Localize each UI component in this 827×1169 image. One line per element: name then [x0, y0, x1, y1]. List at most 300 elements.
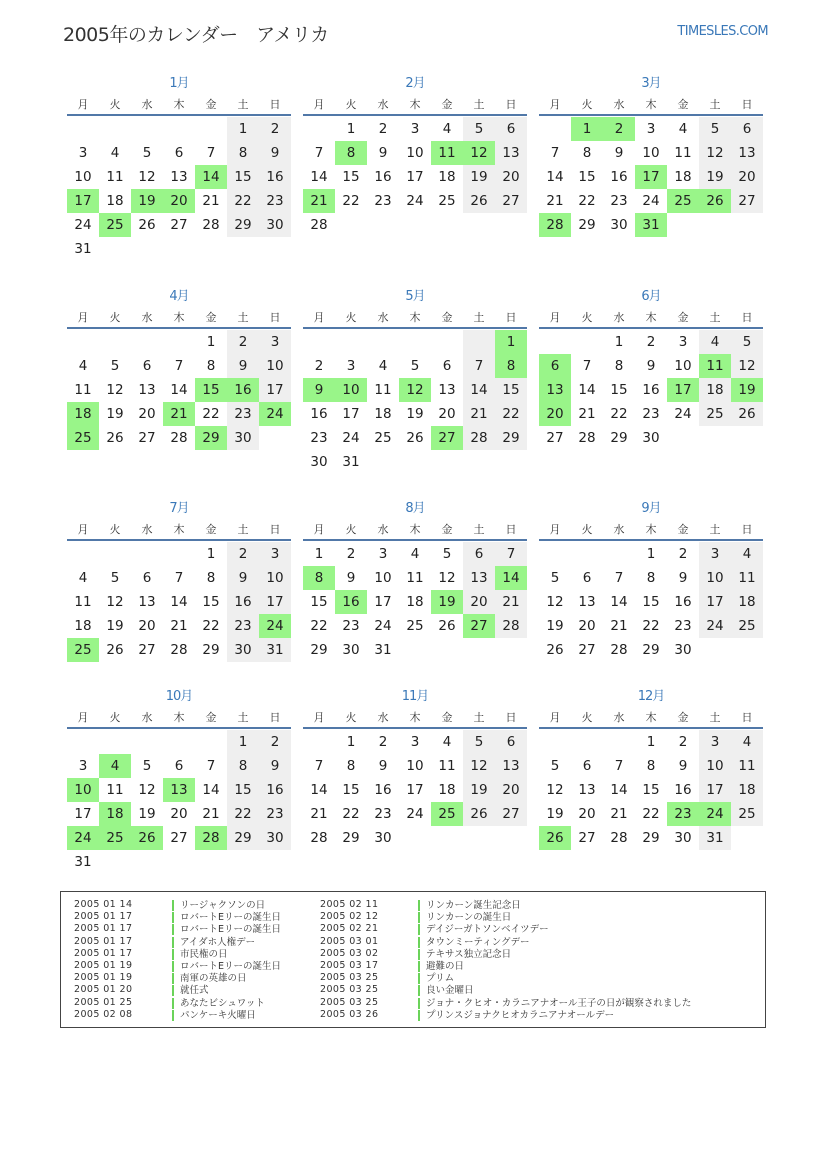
day-cell: 4 — [731, 542, 763, 566]
day-cell: 16 — [642, 382, 660, 398]
day-cell: 24 — [406, 806, 424, 822]
day-cell: 26 — [463, 802, 495, 826]
weekday-label: 土 — [709, 98, 721, 111]
holiday-day-cell: 1 — [571, 117, 603, 141]
day-cell: 3 — [699, 542, 731, 566]
day-cell: 26 — [106, 642, 124, 658]
day-cell: 3 — [699, 730, 731, 754]
day-cell: 14 — [170, 594, 188, 610]
holiday-day-cell: 8 — [303, 566, 335, 590]
holiday-day-cell: 8 — [335, 141, 367, 165]
holiday-date: 2005 01 17 — [74, 947, 133, 959]
month-calendar — [303, 497, 527, 662]
holiday-day-cell: 26 — [539, 826, 571, 850]
empty-day-cell — [67, 542, 99, 566]
day-cell: 27 — [578, 642, 596, 658]
day-cell: 2 — [678, 734, 688, 750]
empty-day-cell — [571, 542, 603, 566]
day-cell: 17 — [259, 590, 291, 614]
holiday-name: ロバートEリーの誕生日 — [172, 924, 281, 935]
holiday-day-cell: 31 — [635, 213, 667, 237]
day-cell: 2 — [346, 546, 356, 562]
holiday-day-cell: 25 — [667, 189, 699, 213]
weekday-label: 月 — [549, 711, 561, 724]
holiday-day-cell: 27 — [463, 614, 495, 638]
weekday-label: 金 — [205, 311, 217, 324]
holiday-day-cell: 26 — [131, 826, 163, 850]
day-cell: 19 — [463, 165, 495, 189]
day-cell: 6 — [582, 570, 592, 586]
day-cell: 15 — [642, 782, 660, 798]
weekday-label: 金 — [441, 311, 453, 324]
day-cell: 23 — [610, 193, 628, 209]
weekday-label: 木 — [173, 311, 185, 324]
day-cell: 1 — [206, 334, 216, 350]
day-cell: 22 — [342, 806, 360, 822]
day-cell: 3 — [410, 734, 420, 750]
weekday-label: 木 — [645, 523, 657, 536]
day-cell: 24 — [74, 217, 92, 233]
day-cell: 17 — [259, 378, 291, 402]
day-cell: 4 — [410, 546, 420, 562]
day-cell: 25 — [438, 193, 456, 209]
holiday-day-cell: 24 — [699, 802, 731, 826]
day-cell: 4 — [378, 358, 388, 374]
holiday-name: プリンスジョナクヒオカラニアナオールデー — [418, 1010, 614, 1021]
day-cell: 9 — [227, 566, 259, 590]
day-cell: 16 — [374, 169, 392, 185]
day-cell: 21 — [578, 406, 596, 422]
weekday-label: 月 — [313, 98, 325, 111]
day-cell: 7 — [314, 758, 324, 774]
day-grid — [67, 542, 291, 662]
holiday-name: デイジーガトソンベイツデー — [418, 924, 549, 935]
day-cell: 1 — [346, 734, 356, 750]
weekday-label: 日 — [269, 711, 281, 724]
day-cell: 29 — [202, 642, 220, 658]
day-cell: 14 — [610, 594, 628, 610]
day-cell: 26 — [546, 642, 564, 658]
holiday-list — [60, 891, 766, 1028]
weekday-label: 金 — [441, 711, 453, 724]
day-cell: 13 — [438, 382, 456, 398]
day-cell: 15 — [202, 594, 220, 610]
holiday-name: パンケーキ火曜日 — [172, 1010, 256, 1021]
day-grid — [303, 117, 527, 237]
weekday-label: 月 — [549, 523, 561, 536]
day-cell: 10 — [259, 354, 291, 378]
weekday-label: 木 — [409, 311, 421, 324]
holiday-day-cell: 11 — [699, 354, 731, 378]
day-cell: 11 — [731, 754, 763, 778]
day-cell: 29 — [227, 826, 259, 850]
day-cell: 8 — [227, 141, 259, 165]
weekday-label: 木 — [173, 98, 185, 111]
weekday-label: 火 — [109, 523, 121, 536]
day-cell: 27 — [495, 802, 527, 826]
month-calendar — [539, 285, 763, 450]
weekday-label: 水 — [613, 311, 625, 324]
holiday-day-cell: 28 — [539, 213, 571, 237]
holiday-day-cell: 18 — [67, 402, 99, 426]
day-cell: 4 — [78, 358, 88, 374]
day-cell: 10 — [406, 145, 424, 161]
empty-day-cell — [131, 330, 163, 354]
empty-day-cell — [67, 730, 99, 754]
weekday-header — [539, 309, 763, 329]
day-cell: 11 — [674, 145, 692, 161]
empty-day-cell — [603, 730, 635, 754]
day-cell: 13 — [170, 169, 188, 185]
day-cell: 1 — [314, 546, 324, 562]
holiday-day-cell: 24 — [67, 826, 99, 850]
month-calendar — [539, 497, 763, 662]
day-cell: 23 — [342, 618, 360, 634]
day-cell: 20 — [138, 406, 156, 422]
holiday-date: 2005 03 01 — [320, 935, 379, 947]
day-cell: 10 — [642, 145, 660, 161]
day-cell: 5 — [110, 358, 120, 374]
weekday-label: 土 — [473, 523, 485, 536]
holiday-date: 2005 03 02 — [320, 947, 379, 959]
weekday-label: 木 — [645, 98, 657, 111]
day-cell: 14 — [310, 169, 328, 185]
day-cell: 9 — [378, 758, 388, 774]
day-cell: 19 — [106, 406, 124, 422]
weekday-label: 火 — [581, 523, 593, 536]
holiday-day-cell: 4 — [99, 754, 131, 778]
day-cell: 7 — [463, 354, 495, 378]
day-cell: 25 — [731, 802, 763, 826]
day-cell: 5 — [731, 330, 763, 354]
weekday-label: 火 — [581, 98, 593, 111]
day-cell: 30 — [259, 213, 291, 237]
day-cell: 11 — [106, 782, 124, 798]
day-cell: 23 — [259, 189, 291, 213]
day-cell: 23 — [642, 406, 660, 422]
day-cell: 31 — [342, 454, 360, 470]
weekday-header — [67, 521, 291, 541]
day-cell: 27 — [138, 642, 156, 658]
weekday-label: 日 — [269, 98, 281, 111]
day-cell: 22 — [202, 406, 220, 422]
day-grid — [539, 542, 763, 662]
day-cell: 8 — [227, 754, 259, 778]
holiday-date: 2005 02 12 — [320, 911, 379, 923]
holiday-date: 2005 01 25 — [74, 996, 133, 1008]
day-cell: 7 — [314, 145, 324, 161]
month-title: 5月 — [405, 289, 425, 304]
day-cell: 5 — [699, 117, 731, 141]
day-cell: 17 — [374, 594, 392, 610]
weekday-label: 金 — [677, 98, 689, 111]
day-cell: 6 — [142, 570, 152, 586]
day-cell: 30 — [674, 830, 692, 846]
day-cell: 29 — [227, 213, 259, 237]
day-cell: 31 — [259, 638, 291, 662]
holiday-name: タウンミーティングデー — [418, 937, 530, 948]
weekday-label: 土 — [237, 311, 249, 324]
day-cell: 17 — [342, 406, 360, 422]
day-cell: 24 — [374, 618, 392, 634]
empty-day-cell — [571, 330, 603, 354]
day-cell: 1 — [646, 546, 656, 562]
day-cell: 7 — [174, 358, 184, 374]
day-cell: 1 — [227, 730, 259, 754]
weekday-label: 土 — [237, 98, 249, 111]
day-cell: 16 — [259, 778, 291, 802]
day-cell: 2 — [378, 121, 388, 137]
day-cell: 10 — [74, 169, 92, 185]
day-cell: 12 — [731, 354, 763, 378]
weekday-label: 木 — [173, 523, 185, 536]
holiday-name: 良い金曜日 — [418, 985, 474, 996]
day-cell: 13 — [463, 566, 495, 590]
weekday-label: 火 — [581, 711, 593, 724]
weekday-header — [539, 96, 763, 116]
day-cell: 13 — [138, 382, 156, 398]
day-cell: 28 — [610, 830, 628, 846]
day-cell: 24 — [342, 430, 360, 446]
holiday-date: 2005 03 25 — [320, 972, 379, 984]
day-cell: 11 — [438, 758, 456, 774]
day-cell: 30 — [642, 430, 660, 446]
day-cell: 4 — [442, 121, 452, 137]
holiday-name: リンカーンの誕生日 — [418, 912, 511, 923]
day-cell: 1 — [227, 117, 259, 141]
holiday-day-cell: 15 — [195, 378, 227, 402]
day-cell: 12 — [699, 141, 731, 165]
day-cell: 16 — [674, 594, 692, 610]
weekday-label: 水 — [613, 523, 625, 536]
day-cell: 23 — [374, 193, 392, 209]
day-cell: 29 — [642, 642, 660, 658]
day-cell: 19 — [406, 406, 424, 422]
day-cell: 17 — [406, 782, 424, 798]
month-title: 9月 — [641, 501, 661, 516]
day-cell: 2 — [314, 358, 324, 374]
day-grid — [539, 117, 763, 237]
day-cell: 3 — [646, 121, 656, 137]
day-cell: 7 — [614, 570, 624, 586]
day-cell: 22 — [642, 618, 660, 634]
holiday-day-cell: 17 — [667, 378, 699, 402]
weekday-label: 水 — [377, 98, 389, 111]
day-cell: 11 — [106, 169, 124, 185]
holiday-date: 2005 01 17 — [74, 935, 133, 947]
day-cell: 11 — [74, 594, 92, 610]
day-cell: 3 — [78, 758, 88, 774]
empty-day-cell — [431, 330, 463, 354]
holiday-name: 就任式 — [172, 985, 209, 996]
holiday-day-cell: 29 — [195, 426, 227, 450]
weekday-label: 木 — [409, 98, 421, 111]
day-cell: 13 — [578, 782, 596, 798]
holiday-day-cell: 20 — [163, 189, 195, 213]
day-cell: 6 — [142, 358, 152, 374]
day-cell: 12 — [106, 594, 124, 610]
weekday-label: 金 — [205, 711, 217, 724]
holiday-date: 2005 01 14 — [74, 899, 133, 910]
day-cell: 4 — [731, 730, 763, 754]
day-grid — [67, 117, 291, 261]
holiday-name: テキサス独立記念日 — [418, 949, 511, 960]
day-cell: 22 — [202, 618, 220, 634]
holiday-day-cell: 16 — [335, 590, 367, 614]
day-cell: 20 — [138, 618, 156, 634]
day-cell: 2 — [259, 117, 291, 141]
day-cell: 6 — [442, 358, 452, 374]
holiday-day-cell: 19 — [431, 590, 463, 614]
day-cell: 23 — [674, 618, 692, 634]
empty-day-cell — [163, 730, 195, 754]
weekday-label: 火 — [345, 311, 357, 324]
site-logo[interactable]: TIMESLES.COM — [677, 24, 768, 39]
day-cell: 5 — [110, 570, 120, 586]
weekday-label: 日 — [741, 711, 753, 724]
empty-day-cell — [67, 117, 99, 141]
day-cell: 12 — [546, 782, 564, 798]
holiday-day-cell: 11 — [431, 141, 463, 165]
weekday-label: 水 — [141, 523, 153, 536]
day-cell: 18 — [374, 406, 392, 422]
month-calendar — [539, 72, 763, 237]
empty-day-cell — [67, 330, 99, 354]
month-title: 12月 — [637, 689, 665, 704]
day-cell: 2 — [378, 734, 388, 750]
day-cell: 18 — [699, 378, 731, 402]
day-cell: 28 — [170, 430, 188, 446]
day-cell: 16 — [674, 782, 692, 798]
day-cell: 10 — [259, 566, 291, 590]
day-cell: 5 — [442, 546, 452, 562]
day-cell: 15 — [310, 594, 328, 610]
holiday-day-cell: 24 — [259, 402, 291, 426]
day-cell: 8 — [206, 358, 216, 374]
holiday-date: 2005 01 17 — [74, 911, 133, 923]
day-cell: 9 — [227, 354, 259, 378]
day-cell: 16 — [227, 590, 259, 614]
day-cell: 6 — [731, 117, 763, 141]
day-cell: 11 — [74, 382, 92, 398]
day-cell: 1 — [206, 546, 216, 562]
day-cell: 5 — [142, 145, 152, 161]
day-cell: 5 — [463, 117, 495, 141]
day-cell: 8 — [614, 358, 624, 374]
day-cell: 3 — [259, 542, 291, 566]
day-cell: 17 — [699, 590, 731, 614]
empty-day-cell — [99, 330, 131, 354]
holiday-date: 2005 02 21 — [320, 923, 379, 935]
holiday-day-cell: 23 — [667, 802, 699, 826]
month-calendar — [539, 685, 763, 850]
day-cell: 9 — [614, 145, 624, 161]
weekday-header — [303, 96, 527, 116]
day-cell: 7 — [614, 758, 624, 774]
weekday-label: 月 — [313, 711, 325, 724]
empty-day-cell — [367, 330, 399, 354]
day-cell: 30 — [374, 830, 392, 846]
holiday-date: 2005 03 25 — [320, 996, 379, 1008]
weekday-label: 金 — [441, 523, 453, 536]
empty-day-cell — [303, 730, 335, 754]
holiday-name: 避難の日 — [418, 961, 464, 972]
holiday-date: 2005 02 08 — [74, 1008, 133, 1020]
holiday-name: アイダホ人権デー — [172, 937, 255, 948]
holiday-day-cell: 14 — [495, 566, 527, 590]
day-cell: 5 — [142, 758, 152, 774]
day-cell: 23 — [259, 802, 291, 826]
day-cell: 30 — [227, 638, 259, 662]
day-cell: 26 — [138, 217, 156, 233]
day-cell: 26 — [731, 402, 763, 426]
day-cell: 9 — [678, 570, 688, 586]
day-cell: 15 — [342, 782, 360, 798]
holiday-day-cell: 20 — [539, 402, 571, 426]
weekday-label: 金 — [205, 523, 217, 536]
day-cell: 19 — [106, 618, 124, 634]
day-cell: 13 — [138, 594, 156, 610]
weekday-label: 日 — [505, 523, 517, 536]
day-cell: 25 — [731, 614, 763, 638]
day-cell: 2 — [646, 334, 656, 350]
weekday-label: 月 — [549, 311, 561, 324]
day-cell: 30 — [227, 426, 259, 450]
day-cell: 19 — [138, 806, 156, 822]
day-cell: 13 — [731, 141, 763, 165]
holiday-day-cell: 1 — [495, 330, 527, 354]
holiday-date: 2005 01 19 — [74, 972, 133, 984]
day-cell: 3 — [378, 546, 388, 562]
day-cell: 22 — [610, 406, 628, 422]
day-cell: 1 — [346, 121, 356, 137]
day-cell: 11 — [731, 566, 763, 590]
day-cell: 20 — [578, 618, 596, 634]
day-cell: 16 — [374, 782, 392, 798]
day-cell: 14 — [610, 782, 628, 798]
day-cell: 13 — [495, 754, 527, 778]
day-cell: 7 — [174, 570, 184, 586]
month-title: 1月 — [169, 76, 189, 91]
weekday-header — [539, 521, 763, 541]
day-cell: 14 — [202, 782, 220, 798]
day-cell: 29 — [642, 830, 660, 846]
holiday-day-cell: 21 — [303, 189, 335, 213]
day-grid — [303, 542, 527, 662]
holiday-day-cell: 16 — [227, 378, 259, 402]
day-cell: 17 — [406, 169, 424, 185]
day-cell: 21 — [463, 402, 495, 426]
month-title: 11月 — [401, 689, 429, 704]
month-calendar — [303, 685, 527, 850]
weekday-label: 木 — [645, 311, 657, 324]
empty-day-cell — [163, 117, 195, 141]
day-cell: 30 — [310, 454, 328, 470]
day-cell: 15 — [342, 169, 360, 185]
day-cell: 7 — [495, 542, 527, 566]
day-cell: 19 — [546, 618, 564, 634]
month-calendar — [67, 285, 291, 450]
holiday-day-cell: 10 — [335, 378, 367, 402]
weekday-label: 水 — [377, 711, 389, 724]
weekday-label: 水 — [141, 711, 153, 724]
day-cell: 17 — [74, 806, 92, 822]
month-calendar — [67, 497, 291, 662]
day-cell: 22 — [310, 618, 328, 634]
day-cell: 1 — [614, 334, 624, 350]
day-cell: 24 — [406, 193, 424, 209]
month-calendar — [303, 72, 527, 237]
